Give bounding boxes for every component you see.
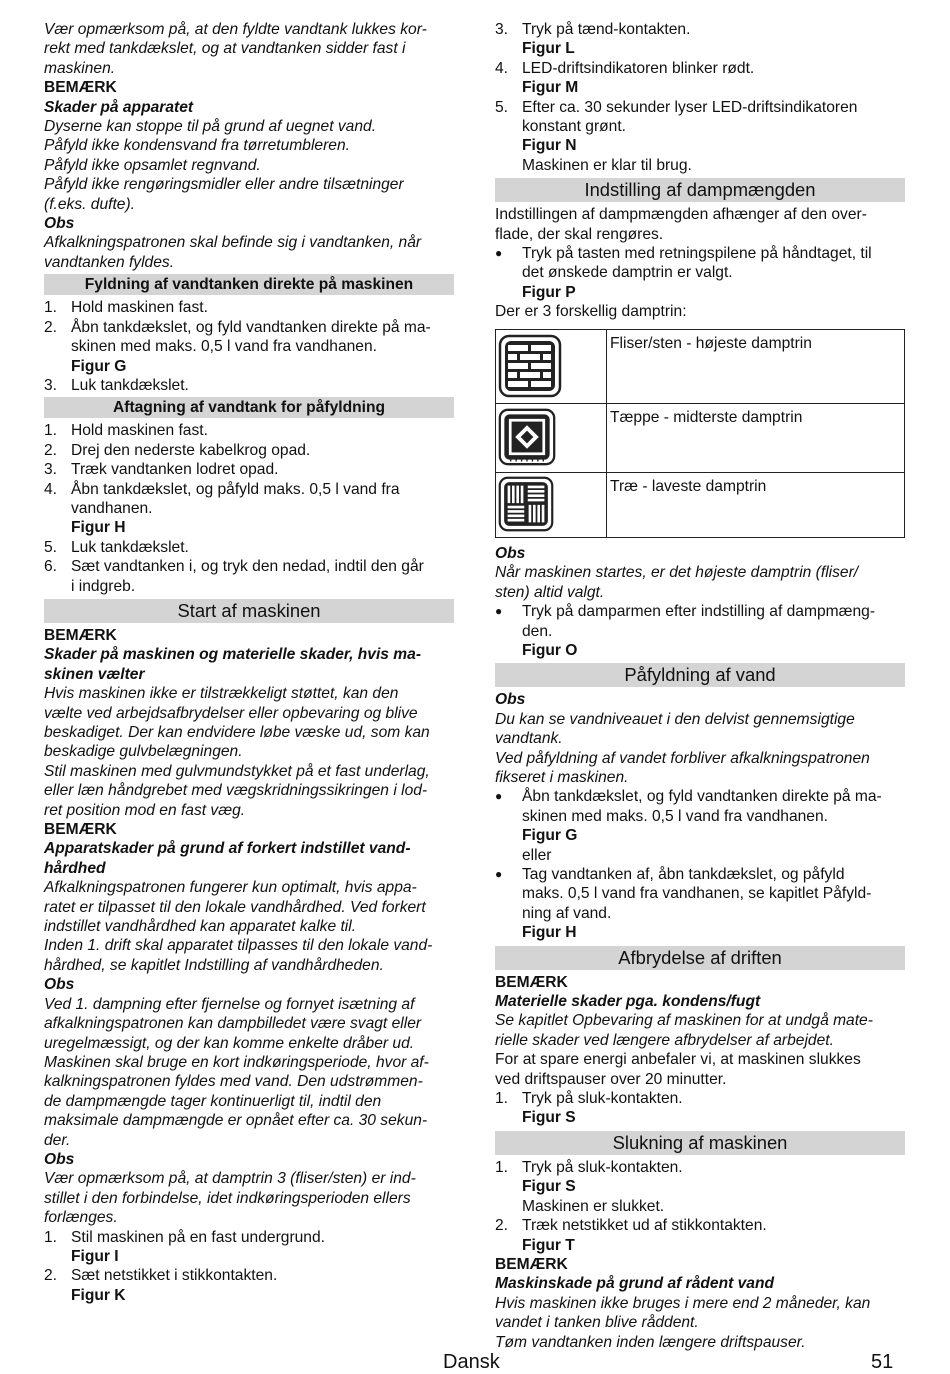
text-line: i indgreb. bbox=[71, 577, 136, 595]
text-line: (f.eks. dufte). bbox=[44, 195, 135, 213]
notice-label: BEMÆRK bbox=[495, 1255, 568, 1273]
heading-steam-setting: Indstilling af dampmængden bbox=[495, 178, 905, 202]
list-item: 4. Åbn tankdækslet, og påfyld maks. 0,5 l vand fra bbox=[44, 480, 400, 498]
note-label: Obs bbox=[44, 1150, 75, 1168]
text-line: de dampmængde tager kontinuerligt til, indtil den bbox=[44, 1092, 382, 1110]
figure-ref: Figur T bbox=[522, 1236, 575, 1254]
list-item: 5. Efter ca. 30 sekunder lyser LED-driftsindikatoren bbox=[495, 98, 858, 116]
notice-title: Skader på maskinen og materielle skader, hvis ma- bbox=[44, 646, 422, 664]
notice-title: Materielle skader pga. kondens/fugt bbox=[495, 993, 761, 1011]
notice-label: BEMÆRK bbox=[495, 973, 568, 991]
note-label: Obs bbox=[495, 691, 526, 709]
text-line: Stil maskinen med gulvmundstykket på et fast underlag, bbox=[44, 762, 430, 780]
text-line: konstant grønt. bbox=[522, 118, 627, 136]
note-label: Obs bbox=[495, 544, 526, 562]
list-item: 1. Hold maskinen fast. bbox=[44, 422, 208, 440]
steam-level-label: Tæppe - midterste damptrin bbox=[607, 404, 905, 472]
text-line: ning af vand. bbox=[522, 904, 612, 922]
text-line: Vær opmærksom på, at den fyldte vandtank lukkes kor- bbox=[44, 21, 427, 38]
figure-ref: Figur O bbox=[522, 641, 578, 659]
figure-ref: Figur I bbox=[71, 1247, 119, 1265]
text-line: vandtank. bbox=[495, 730, 563, 748]
text-line: uregelmæssigt, og der kan komme enkelte dråber ud. bbox=[44, 1034, 415, 1052]
text-line: Indstillingen af dampmængden afhænger af den over- bbox=[495, 206, 867, 224]
text-line: forlænges. bbox=[44, 1209, 118, 1227]
list-item: 1. Stil maskinen på en fast undergrund. bbox=[44, 1228, 325, 1246]
figure-ref: Figur G bbox=[71, 357, 127, 375]
list-item: 3. Luk tankdækslet. bbox=[44, 376, 189, 394]
list-item: 2. Træk netstikket ud af stikkontakten. bbox=[495, 1217, 767, 1235]
text-line: Du kan se vandniveauet i den delvist gennemsigtige bbox=[495, 710, 855, 728]
text-line: hårdhed, se kapitlet Indstilling af vandhårdheden. bbox=[44, 956, 384, 974]
text-line: Afkalkningspatronen skal befinde sig i vandtanken, når bbox=[44, 234, 422, 252]
note-label: Obs bbox=[44, 976, 75, 994]
figure-ref: Figur S bbox=[522, 1109, 576, 1127]
right-column bbox=[495, 20, 905, 1352]
text-line: Tøm vandtanken inden længere driftspauser. bbox=[495, 1333, 806, 1351]
text-line: Hvis maskinen ikke er tilstrækkeligt støttet, kan den bbox=[44, 685, 399, 703]
text-line: ret position mod en fast væg. bbox=[44, 801, 246, 819]
notice-title: skinen vælter bbox=[44, 665, 145, 683]
text-line: Ved påfyldning af vandet forbliver afkalkningspatronen bbox=[495, 749, 870, 767]
notice-title: Maskinskade på grund af rådent vand bbox=[495, 1275, 775, 1293]
text-line: Påfyld ikke kondensvand fra tørretumbleren. bbox=[44, 137, 350, 155]
text-line: eller bbox=[522, 846, 552, 864]
subheading-remove-tank: Aftagning af vandtank for påfyldning bbox=[44, 397, 454, 418]
list-item: 2. Drej den nederste kabelkrog opad. bbox=[44, 441, 311, 459]
text-line: det ønskede damptrin er valgt. bbox=[522, 264, 733, 282]
figure-ref: Figur L bbox=[522, 40, 575, 58]
text-line: Afkalkningspatronen fungerer kun optimalt, hvis appa- bbox=[44, 879, 417, 897]
text-line: beskadige gulvbelægningen. bbox=[44, 743, 243, 761]
text-line: kalkningspatronen fyldes med vand. Den udstrømmen- bbox=[44, 1073, 423, 1091]
text-line: indstillet vandhårdhed kan apparatet kalke til. bbox=[44, 918, 357, 936]
list-item: 1. Tryk på sluk-kontakten. bbox=[495, 1158, 683, 1176]
text-line: rekt med tankdækslet, og at vandtanken sidder fast i bbox=[44, 40, 406, 58]
notice-title: Skader på apparatet bbox=[44, 98, 194, 116]
steam-level-label: Fliser/sten - højeste damptrin bbox=[607, 329, 905, 403]
text-line: Se kapitlet Opbevaring af maskinen for at undgå mate- bbox=[495, 1012, 873, 1030]
figure-ref: Figur G bbox=[522, 827, 578, 845]
text-line: Hvis maskinen ikke bruges i mere end 2 måneder, kan bbox=[495, 1294, 871, 1312]
figure-ref: Figur S bbox=[522, 1178, 576, 1196]
bullet-item: ● Tryk på tasten med retningspilene på håndtaget, til bbox=[495, 245, 872, 263]
figure-ref: Figur H bbox=[522, 924, 577, 942]
bullet-icon: ● bbox=[495, 867, 503, 881]
text-line: Påfyld ikke opsamlet regnvand. bbox=[44, 156, 261, 174]
text-line: stillet i den forbindelse, idet indkøringsperioden ellers bbox=[44, 1189, 411, 1207]
text-line: vandtanken fyldes. bbox=[44, 253, 175, 271]
list-item: 1. Tryk på sluk-kontakten. bbox=[495, 1090, 683, 1108]
text-line: fikseret i maskinen. bbox=[495, 768, 629, 786]
bullet-icon: ● bbox=[495, 789, 503, 804]
notice-label: BEMÆRK bbox=[44, 626, 117, 644]
figure-ref: Figur M bbox=[522, 79, 579, 97]
subheading-fill-tank: Fyldning af vandtanken direkte på maskinen bbox=[44, 274, 454, 295]
text-line: vandet i tanken blive råddent. bbox=[495, 1314, 699, 1332]
text-line: Der er 3 forskellig damptrin: bbox=[495, 303, 687, 321]
notice-label: BEMÆRK bbox=[44, 79, 117, 97]
text-line: skinen med maks. 0,5 l vand fra vandhanen. bbox=[71, 338, 377, 356]
text-line: ratet er tilpasset til den lokale vandhårdhed. Ved forkert bbox=[44, 898, 426, 916]
text-line: eller læn håndgrebet med vægskridningssikringen i lod- bbox=[44, 782, 428, 800]
text-line: flade, der skal rengøres. bbox=[495, 225, 664, 243]
table-row bbox=[496, 472, 905, 537]
notice-title: hårdhed bbox=[44, 859, 106, 877]
text-line: Maskinen er klar til brug. bbox=[522, 156, 692, 174]
steam-level-label: Træ - laveste damptrin bbox=[607, 472, 905, 537]
list-item: 3. Træk vandtanken lodret opad. bbox=[44, 461, 279, 479]
text-line: Maskinen skal bruge en kort indkøringsperiode, hvor af- bbox=[44, 1053, 429, 1071]
text-line: Ved 1. dampning efter fjernelse og fornyet isætning af bbox=[44, 995, 415, 1013]
text-line: vandhanen. bbox=[71, 499, 153, 517]
bullet-item: ● Tryk på damparmen efter indstilling af dampmæng- bbox=[495, 603, 876, 621]
wood-floor-icon bbox=[498, 476, 554, 532]
figure-ref: Figur K bbox=[71, 1286, 126, 1304]
notice-label: BEMÆRK bbox=[44, 821, 117, 839]
notice-title: Apparatskader på grund af forkert indstillet vand- bbox=[44, 840, 411, 858]
bullet-item: ● Tag vandtanken af, åbn tankdækslet, og påfyld bbox=[495, 866, 845, 883]
list-item: 2. Åbn tankdækslet, og fyld vandtanken direkte på ma- bbox=[44, 318, 431, 336]
figure-ref: Figur P bbox=[522, 283, 576, 301]
text-line: rielle skader ved længere afbrydelser af arbejdet. bbox=[495, 1031, 834, 1049]
text-line: sten) altid valgt. bbox=[495, 583, 605, 601]
note-label: Obs bbox=[44, 215, 75, 233]
text-line: den. bbox=[522, 622, 553, 640]
left-column bbox=[44, 20, 454, 1305]
icon-cell bbox=[496, 329, 607, 403]
text-line: maksimale dampmængde er opnået efter ca. 30 sekun- bbox=[44, 1112, 428, 1130]
heading-fill-water: Påfyldning af vand bbox=[495, 663, 905, 687]
heading-start-machine: Start af maskinen bbox=[44, 599, 454, 623]
text-line: skinen med maks. 0,5 l vand fra vandhanen. bbox=[522, 807, 828, 825]
figure-ref: Figur H bbox=[71, 519, 126, 537]
bullet-icon: ● bbox=[495, 246, 503, 261]
text-line: Påfyld ikke rengøringsmidler eller andre tilsætninger bbox=[44, 176, 404, 194]
list-item: 1. Hold maskinen fast. bbox=[44, 299, 208, 317]
icon-cell bbox=[496, 472, 607, 537]
text-line: For at spare energi anbefaler vi, at maskinen slukkes bbox=[495, 1051, 861, 1069]
table-row bbox=[496, 404, 905, 472]
carpet-icon bbox=[498, 408, 556, 466]
list-item: 5. Luk tankdækslet. bbox=[44, 538, 189, 556]
text-line: Dyserne kan stoppe til på grund af uegnet vand. bbox=[44, 118, 377, 136]
text-line: Inden 1. drift skal apparatet tilpasses til den lokale vand- bbox=[44, 937, 433, 955]
text-line: beskadiget. Der kan endvidere løbe væske ud, som kan bbox=[44, 724, 430, 741]
bullet-item: ● Åbn tankdækslet, og fyld vandtanken direkte på ma- bbox=[495, 788, 882, 806]
text-line: afkalkningspatronen kan dampbilledet være svagt eller bbox=[44, 1015, 422, 1033]
list-item: 6. Sæt vandtanken i, og tryk den nedad, indtil den går bbox=[44, 558, 424, 576]
list-item: 2. Sæt netstikket i stikkontakten. bbox=[44, 1267, 278, 1285]
bullet-icon: ● bbox=[495, 604, 503, 619]
text-line: ved driftspauser over 20 minutter. bbox=[495, 1070, 727, 1088]
text-line: maskinen. bbox=[44, 59, 116, 77]
heading-switch-off: Slukning af maskinen bbox=[495, 1131, 905, 1155]
text-line: maks. 0,5 l vand fra vandhanen, se kapitlet Påfyld- bbox=[522, 885, 872, 903]
brick-wall-icon bbox=[498, 334, 562, 398]
text-line: der. bbox=[44, 1131, 71, 1149]
text-line: Vær opmærksom på, at damptrin 3 (fliser/sten) er ind- bbox=[44, 1170, 416, 1188]
list-item: 4. LED-driftsindikatoren blinker rødt. bbox=[495, 59, 755, 77]
page-number: 51 bbox=[871, 1351, 894, 1373]
table-row bbox=[496, 329, 905, 403]
icon-cell bbox=[496, 404, 607, 472]
text-line: vælte ved arbejdsafbrydelser eller opbevaring og blive bbox=[44, 704, 418, 722]
text-line: Når maskinen startes, er det højeste damptrin (fliser/ bbox=[495, 564, 859, 582]
list-item: 3. Tryk på tænd-kontakten. bbox=[495, 21, 691, 38]
footer-language: Dansk bbox=[443, 1351, 500, 1373]
figure-ref: Figur N bbox=[522, 137, 577, 155]
text-line: Maskinen er slukket. bbox=[522, 1197, 665, 1215]
heading-interrupt-operation: Afbrydelse af driften bbox=[495, 946, 905, 970]
steam-level-table bbox=[495, 329, 905, 538]
